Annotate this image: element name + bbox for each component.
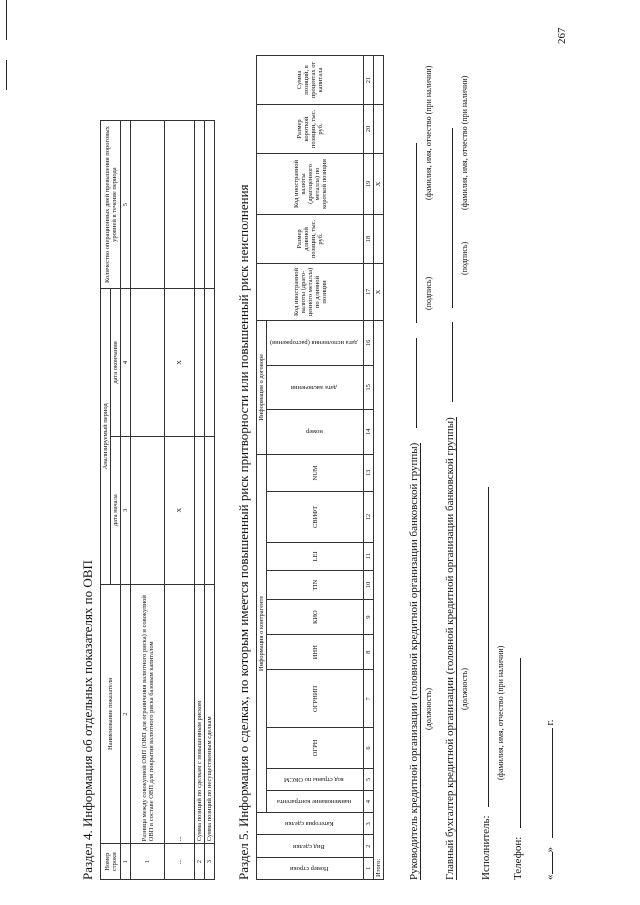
- header-lei: LEI: [267, 542, 364, 570]
- row-start: X: [165, 436, 195, 584]
- row-start: [131, 436, 165, 584]
- row-name: ...: [165, 584, 195, 844]
- total-long-size: [374, 215, 384, 264]
- col-number: 6: [364, 728, 374, 768]
- row-days: [131, 121, 165, 289]
- header-ogrnip: ОГРНИП: [267, 670, 364, 728]
- header-inn: ИНН: [267, 635, 364, 670]
- col-number: 9: [364, 600, 374, 635]
- row-end: [131, 289, 165, 437]
- executor-hint: (фамилия, имя, отчество (при наличии): [496, 645, 505, 780]
- header-swift: СВИФТ: [267, 492, 364, 543]
- section5-title: Раздел 5. Информация о сделках, по которым имеется повышенный риск притворности или повышенный риск неисполнения: [236, 184, 251, 880]
- col-number: 5: [121, 121, 131, 289]
- header-conclusion-date: дата заключения: [291, 383, 338, 391]
- header-kio: КИО: [267, 600, 364, 635]
- col-number: 21: [364, 56, 374, 105]
- phone-label: Телефон:: [512, 836, 524, 880]
- header-num: NUM: [267, 454, 364, 491]
- header-period: Анализируемый период: [101, 289, 111, 584]
- chief-accountant-signature-line[interactable]: [452, 322, 453, 402]
- chief-accountant-signature-hint: (подпись): [460, 241, 469, 275]
- header-days: Количество операционных дней превышения пороговых уровней в течение периода: [101, 121, 121, 289]
- col-number: 1: [364, 857, 374, 879]
- total-long-code-x: X: [374, 264, 384, 321]
- col-number: 12: [364, 492, 374, 543]
- header-execution-date: дата исполнения (расторжения): [270, 339, 358, 347]
- col-number: 4: [121, 289, 131, 437]
- total-short-code-x: X: [374, 154, 384, 215]
- row-end: [205, 289, 215, 437]
- head-signature-hint: (подпись): [424, 276, 433, 310]
- rotated-form: [80, 20, 640, 880]
- head-name-hint: (фамилия, имя, отчество (при наличии): [424, 65, 433, 200]
- header-cp-name: наименование контрагента: [277, 798, 352, 806]
- executor-line[interactable]: [488, 487, 489, 807]
- head-signature-line[interactable]: [416, 338, 417, 428]
- row-days: [205, 121, 215, 289]
- chief-accountant-title: Главный бухгалтер кредитной организации (головной кредитной организации банковской группы): [444, 417, 456, 880]
- section5-table: [256, 55, 384, 880]
- col-number: 4: [364, 790, 374, 812]
- col-number: 15: [364, 365, 374, 409]
- section4-table: [100, 120, 215, 880]
- date-open-quote: «: [544, 874, 556, 880]
- row-end: [195, 289, 205, 437]
- row-number: 2: [195, 844, 205, 880]
- row-end: X: [165, 289, 195, 437]
- header-row-no: Номер строки: [101, 844, 121, 880]
- col-number: 8: [364, 635, 374, 670]
- col-number: 5: [364, 768, 374, 790]
- row-number: 3: [205, 844, 215, 880]
- row-start: [195, 436, 205, 584]
- col-number: 19: [364, 154, 374, 215]
- page-number: 267: [556, 27, 568, 44]
- head-position-hint: (должность): [424, 688, 433, 730]
- total-short-size: [374, 105, 384, 154]
- header-name: Наименование показателя: [101, 584, 121, 844]
- margin-mark: [6, 60, 7, 90]
- header-long-size: Размер длинной позиции, тыс. руб.: [257, 215, 364, 264]
- col-number: 14: [364, 410, 374, 454]
- row-days: [165, 121, 195, 289]
- header-number: номер: [305, 428, 323, 436]
- chief-accountant-name-line[interactable]: [452, 128, 453, 308]
- col-number: 3: [364, 813, 374, 835]
- header-short-size: Размер короткой позиции, тыс. руб.: [257, 105, 364, 154]
- row-start: [205, 436, 215, 584]
- col-number: 3: [121, 436, 131, 584]
- row-name: Сумма позиций по несущественным сделкам: [205, 584, 215, 844]
- col-number: 2: [121, 584, 131, 844]
- head-name-line[interactable]: [416, 143, 417, 323]
- col-number: 16: [364, 321, 374, 366]
- header-counterparty: Информация о контрагенте: [257, 454, 267, 813]
- header-deal-category: Категория сделки: [284, 820, 334, 828]
- col-number: 11: [364, 542, 374, 570]
- margin-mark: [6, 0, 7, 40]
- col-number: 7: [364, 670, 374, 728]
- phone-line[interactable]: [520, 658, 521, 828]
- row-name: Сумма позиций по сделкам с повышенным риском: [195, 584, 205, 844]
- row-number: ...: [165, 844, 195, 880]
- col-number: 17: [364, 264, 374, 321]
- header-long-code: Код иностранной валюты (драгоценного металла) по длинной позиции: [257, 264, 364, 321]
- col-number: 18: [364, 215, 374, 264]
- col-number: 1: [121, 844, 131, 880]
- col-number: 20: [364, 105, 374, 154]
- row-number: 1: [131, 844, 165, 880]
- date-day-line[interactable]: [552, 853, 553, 875]
- row-days: [195, 121, 205, 289]
- header-percent: Сумма позиций, в процентах от капитала: [257, 56, 364, 105]
- row-name: Разница между совокупной ОВП (ОВП для ограничения валютного риска) и совокупной ОВП в составе ОВП для покрытия валютного риска базовым капиталом: [131, 584, 165, 844]
- header-tin: TIN: [267, 570, 364, 599]
- col-number: 10: [364, 570, 374, 599]
- header-country-code: код страны по ОКСМ: [284, 775, 344, 783]
- col-number: 13: [364, 454, 374, 491]
- header-deal-type: Вид сделки: [293, 842, 325, 850]
- header-end: дата окончания: [111, 289, 121, 437]
- col-number: 2: [364, 835, 374, 857]
- head-title: Руководитель кредитной организации (головной кредитной организации банковской группы): [408, 442, 420, 880]
- header-start: дата начала: [111, 436, 121, 584]
- chief-accountant-name-hint: (фамилия, имя, отчество (при наличии): [460, 75, 469, 210]
- date-close-quote: »: [544, 847, 556, 853]
- header-ogrn: ОГРН: [267, 728, 364, 768]
- header-row-no: Номер строки: [289, 864, 329, 872]
- date-month-line[interactable]: [552, 728, 553, 838]
- header-short-code: Код иностранной валюты (драгоценного металла) по короткой позиции: [257, 154, 364, 215]
- section4-title: Раздел 4. Информация об отдельных показателях по ОВП: [80, 560, 95, 880]
- chief-accountant-position-hint: (должность): [460, 668, 469, 710]
- executor-label: Исполнитель:: [480, 815, 492, 880]
- year-suffix: г.: [544, 719, 556, 726]
- total-label: Итого:: [374, 321, 384, 880]
- total-percent: [374, 56, 384, 105]
- header-contract: Информация о договоре: [257, 321, 267, 455]
